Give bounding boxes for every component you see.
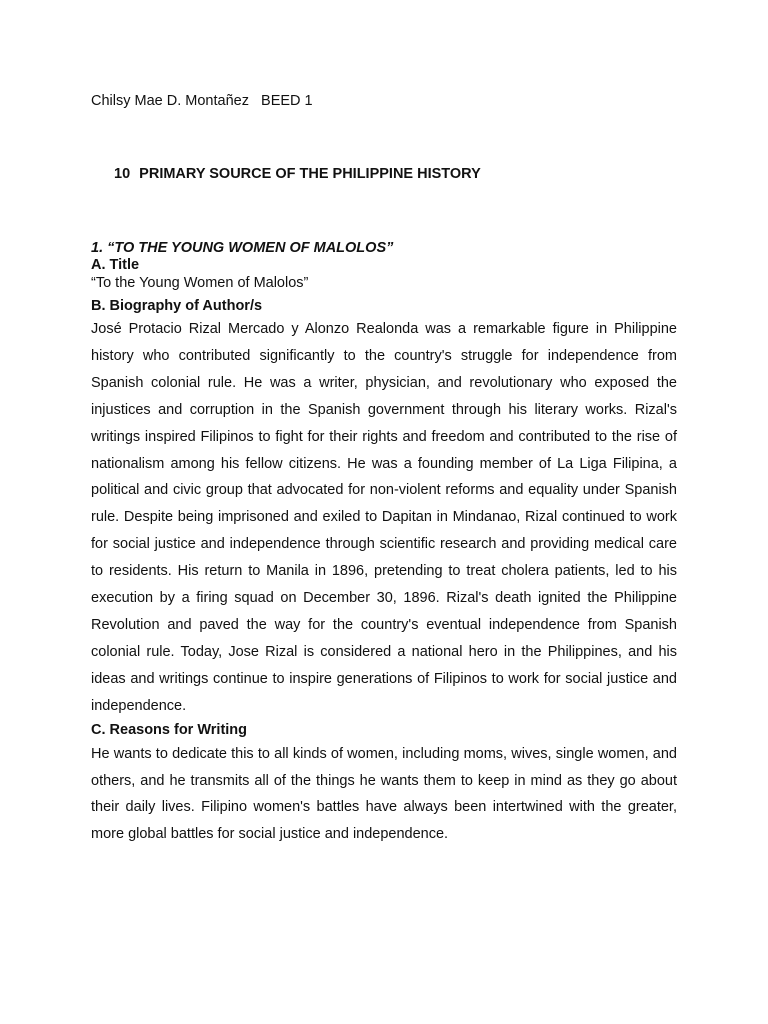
source-heading: 1. “TO THE YOUNG WOMEN OF MALOLOS”: [91, 240, 394, 256]
title-label: A. Title: [91, 257, 140, 273]
biography-label: B. Biography of Author/s: [91, 298, 263, 314]
reasons-label: C. Reasons for Writing: [91, 721, 248, 738]
document-title-text: PRIMARY SOURCE OF THE PHILIPPINE HISTORY: [139, 166, 481, 182]
document-title-number: 10: [114, 166, 131, 182]
author-line: Chilsy Mae D. Montañez BEED 1: [91, 93, 313, 109]
title-value: “To the Young Women of Malolos”: [91, 275, 309, 291]
reasons-paragraph: He wants to dedicate this to all kinds of women, including moms, wives, single women, and others, and he transmits all of the things he wants them to keep in mind as they go about their daily lives. Filipino women's battles have always been intertwined with the greater, more global battles for social justice and independence.: [91, 745, 677, 843]
document-title: [114, 166, 481, 182]
source-section-1: [91, 240, 677, 848]
biography-paragraph: José Protacio Rizal Mercado y Alonzo Realonda was a remarkable figure in Philippine history who contributed significantly to the country's struggle for independence from Spanish colonial rule. He was a writer, physician, and revolutionary who exposed the injustices and corruption in the Spanish government through his literary works. Rizal's writings inspired Filipinos to fight for their rights and freedom and contributed to the rise of nationalism among his fellow citizens. He was a founding member of La Liga Filipina, a political and civic group that advocated for non-violent reforms and equality under Spanish rule. Despite being imprisoned and exiled to Dapitan in Mindanao, Rizal continued to work for social justice and independence through scientific research and providing medical care to residents. His return to Manila in 1896, pretending to treat cholera patients, led to his execution by a firing squad on December 30, 1896. Rizal's death ignited the Philippine Revolution and paved the way for the country's eventual independence from Spanish colonial rule. Today, Jose Rizal is considered a national hero in the Philippines, and his ideas and writings continue to inspire generations of Filipinos to work for social justice and independence.: [91, 321, 677, 714]
